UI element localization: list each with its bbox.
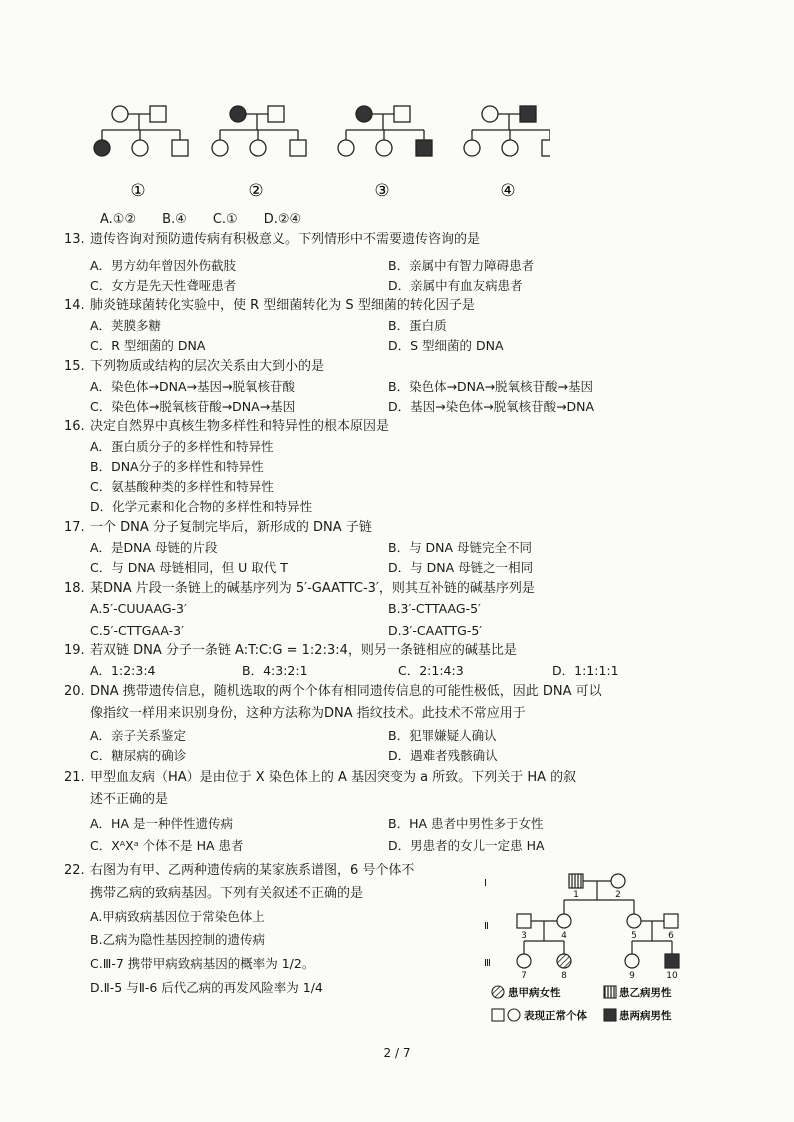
q12-option-c: C.① <box>212 212 238 227</box>
option-c: C．2:1:4:3 <box>398 663 464 678</box>
option-d: D．亲属中有血友病患者 <box>388 278 523 293</box>
individual-7 <box>517 954 531 968</box>
generation-3-label: Ⅲ <box>484 958 491 969</box>
question-stem: 某DNA 片段一条链上的碱基序列为 5′-GAATTC-3′，则其互补链的碱基序列是 <box>90 581 535 596</box>
pedigree-figure-q22 <box>484 866 734 1036</box>
legend-label-disease-a-female: 患甲病女性 <box>508 987 561 999</box>
individual-4 <box>557 914 571 928</box>
id-3: 3 <box>521 931 527 941</box>
option-a: A．男方幼年曾因外伤截肢 <box>90 258 237 273</box>
option-a: A.甲病致病基因位于常染色体上 <box>90 909 265 924</box>
pedigree-2 <box>212 106 306 156</box>
option-c: C.5′-CTTGAA-3′ <box>90 623 184 638</box>
option-d: D.3′-CAATTG-5′ <box>388 623 483 638</box>
option-c: C．染色体→脱氧核苷酸→DNA→基因 <box>90 399 296 414</box>
id-8: 8 <box>561 971 567 981</box>
option-a: A．蛋白质分子的多样性和特异性 <box>90 439 274 454</box>
id-4: 4 <box>561 931 567 941</box>
question-number: 14. <box>64 298 85 313</box>
question-stem: 甲型血友病（HA）是由位于 X 染色体上的 A 基因突变为 a 所致。下列关于 HA 的叙 <box>90 770 577 785</box>
question-22-stem-line2: 携带乙病的致病基因。下列有关叙述不正确的是 <box>90 886 364 901</box>
id-2: 2 <box>615 890 621 900</box>
question-number: 15. <box>64 359 85 374</box>
question-stem: 下列物质或结构的层次关系由大到小的是 <box>90 359 325 374</box>
question-13 <box>64 230 480 250</box>
individual-5 <box>627 914 641 928</box>
question-stem: 肺炎链球菌转化实验中，使 R 型细菌转化为 S 型细菌的转化因子是 <box>90 298 475 313</box>
page-number: 2 / 7 <box>383 1046 411 1060</box>
option-b: B．亲属中有智力障碍患者 <box>388 258 535 273</box>
option-a: A．HA 是一种伴性遗传病 <box>90 816 233 831</box>
question-14 <box>64 296 475 316</box>
question-21-stem-line2: 述不正确的是 <box>90 792 169 807</box>
question-20-stem-line2: 像指纹一样用来识别身份，这种方法称为DNA 指纹技术。此技术不常应用于 <box>90 706 526 721</box>
question-stem: 右图为有甲、乙两种遗传病的某家族系谱图，6 号个体不 <box>90 863 415 878</box>
option-b: B．4:3:2:1 <box>242 663 308 678</box>
question-stem: 遗传咨询对预防遗传病有积极意义。下列情形中不需要遗传咨询的是 <box>90 232 481 247</box>
id-5: 5 <box>631 931 637 941</box>
legend-swatch-disease-b-male <box>604 986 616 998</box>
id-9: 9 <box>629 971 635 981</box>
pedigree-label-4: ④ <box>500 181 516 201</box>
option-c: C．氨基酸种类的多样性和特异性 <box>90 479 274 494</box>
option-d: D．与 DNA 母链之一相同 <box>388 560 534 575</box>
option-b: B．蛋白质 <box>388 318 447 333</box>
id-7: 7 <box>521 971 527 981</box>
option-c: C．女方是先天性聋哑患者 <box>90 278 237 293</box>
question-stem: DNA 携带遗传信息，随机选取的两个个体有相同遗传信息的可能性极低，因此 DNA 可以 <box>90 684 602 699</box>
option-d: D．基因→染色体→脱氧核苷酸→DNA <box>388 399 595 414</box>
question-number: 13. <box>64 232 85 247</box>
individual-6 <box>664 914 678 928</box>
question-number: 20. <box>64 684 85 699</box>
question-20 <box>64 682 602 702</box>
option-a: A．1:2:3:4 <box>90 663 156 678</box>
pedigree-label-3: ③ <box>374 181 390 201</box>
legend-swatch-disease-a-female <box>492 986 504 998</box>
question-21 <box>64 768 576 788</box>
individual-3 <box>517 914 531 928</box>
option-b: B．与 DNA 母链完全不同 <box>388 540 533 555</box>
option-d: D．化学元素和化合物的多样性和特异性 <box>90 499 313 514</box>
question-18 <box>64 579 535 599</box>
option-b: B．HA 患者中男性多于女性 <box>388 816 544 831</box>
legend-swatch-both-male <box>604 1009 616 1021</box>
generation-1-label: Ⅰ <box>484 878 487 889</box>
question-stem: 决定自然界中真核生物多样性和特异性的根本原因是 <box>90 419 390 434</box>
individual-10 <box>665 954 679 968</box>
pedigree-figures-q12 <box>90 98 550 206</box>
option-d: D.Ⅱ-5 与Ⅱ-6 后代乙病的再发风险率为 1/4 <box>90 980 323 995</box>
option-c: C.Ⅲ-7 携带甲病致病基因的概率为 1/2。 <box>90 956 315 971</box>
individual-8 <box>557 954 571 968</box>
q12-option-a: A.①② <box>100 212 137 227</box>
option-b: B．DNA分子的多样性和特异性 <box>90 459 264 474</box>
option-b: B.3′-CTTAAG-5′ <box>388 601 481 616</box>
option-a: A．荚膜多糖 <box>90 318 162 333</box>
question-stem: 若双链 DNA 分子一条链 A:T:C:G = 1:2:3:4，则另一条链相应的碱基比是 <box>90 643 517 658</box>
q12-options <box>100 212 301 227</box>
question-number: 22. <box>64 863 85 878</box>
option-d: D．遇难者残骸确认 <box>388 748 498 763</box>
question-17 <box>64 518 372 538</box>
id-10: 10 <box>666 971 678 981</box>
pedigree-3 <box>338 106 432 156</box>
question-number: 17. <box>64 520 85 535</box>
question-stem: 一个 DNA 分子复制完毕后，新形成的 DNA 子链 <box>90 520 372 535</box>
question-19 <box>64 641 517 661</box>
option-b: B．染色体→DNA→脱氧核苷酸→基因 <box>388 379 594 394</box>
option-c: C．与 DNA 母链相同，但 U 取代 T <box>90 560 288 575</box>
pedigree-4 <box>464 106 550 156</box>
generation-2-label: Ⅱ <box>484 921 489 932</box>
individual-1 <box>569 874 583 888</box>
q12-option-b: B.④ <box>162 212 187 227</box>
legend-swatch-normal-female <box>508 1009 520 1021</box>
pedigree-1 <box>94 106 188 156</box>
legend-label-both-male: 患两病男性 <box>619 1010 672 1022</box>
individual-9 <box>625 954 639 968</box>
option-b: B．犯罪嫌疑人确认 <box>388 728 497 743</box>
option-c: C．R 型细菌的 DNA <box>90 338 206 353</box>
legend-label-disease-b-male: 患乙病男性 <box>619 987 672 999</box>
pedigree-label-2: ② <box>248 181 264 201</box>
option-a: A．染色体→DNA→基因→脱氧核苷酸 <box>90 379 295 394</box>
question-16 <box>64 417 389 437</box>
option-d: D．男患者的女儿一定患 HA <box>388 838 545 853</box>
id-1: 1 <box>573 890 579 900</box>
question-15 <box>64 357 324 377</box>
option-b: B.乙病为隐性基因控制的遗传病 <box>90 932 266 947</box>
q12-option-d: D.②④ <box>263 212 302 227</box>
question-number: 16. <box>64 419 85 434</box>
individual-2 <box>611 874 625 888</box>
question-22 <box>64 861 414 881</box>
option-d: D．1:1:1:1 <box>552 663 619 678</box>
option-a: A．亲子关系鉴定 <box>90 728 187 743</box>
option-a: A．是DNA 母链的片段 <box>90 540 218 555</box>
option-c: C．XᴬXᵃ 个体不是 HA 患者 <box>90 838 244 853</box>
legend-label-normal: 表现正常个体 <box>524 1010 587 1022</box>
option-a: A.5′-CUUAAG-3′ <box>90 601 187 616</box>
option-d: D．S 型细菌的 DNA <box>388 338 504 353</box>
question-number: 21. <box>64 770 85 785</box>
legend-swatch-normal-male <box>492 1009 504 1021</box>
question-number: 18. <box>64 581 85 596</box>
question-number: 19. <box>64 643 85 658</box>
pedigree-label-1: ① <box>130 181 146 201</box>
id-6: 6 <box>668 931 674 941</box>
option-c: C．糖尿病的确诊 <box>90 748 187 763</box>
